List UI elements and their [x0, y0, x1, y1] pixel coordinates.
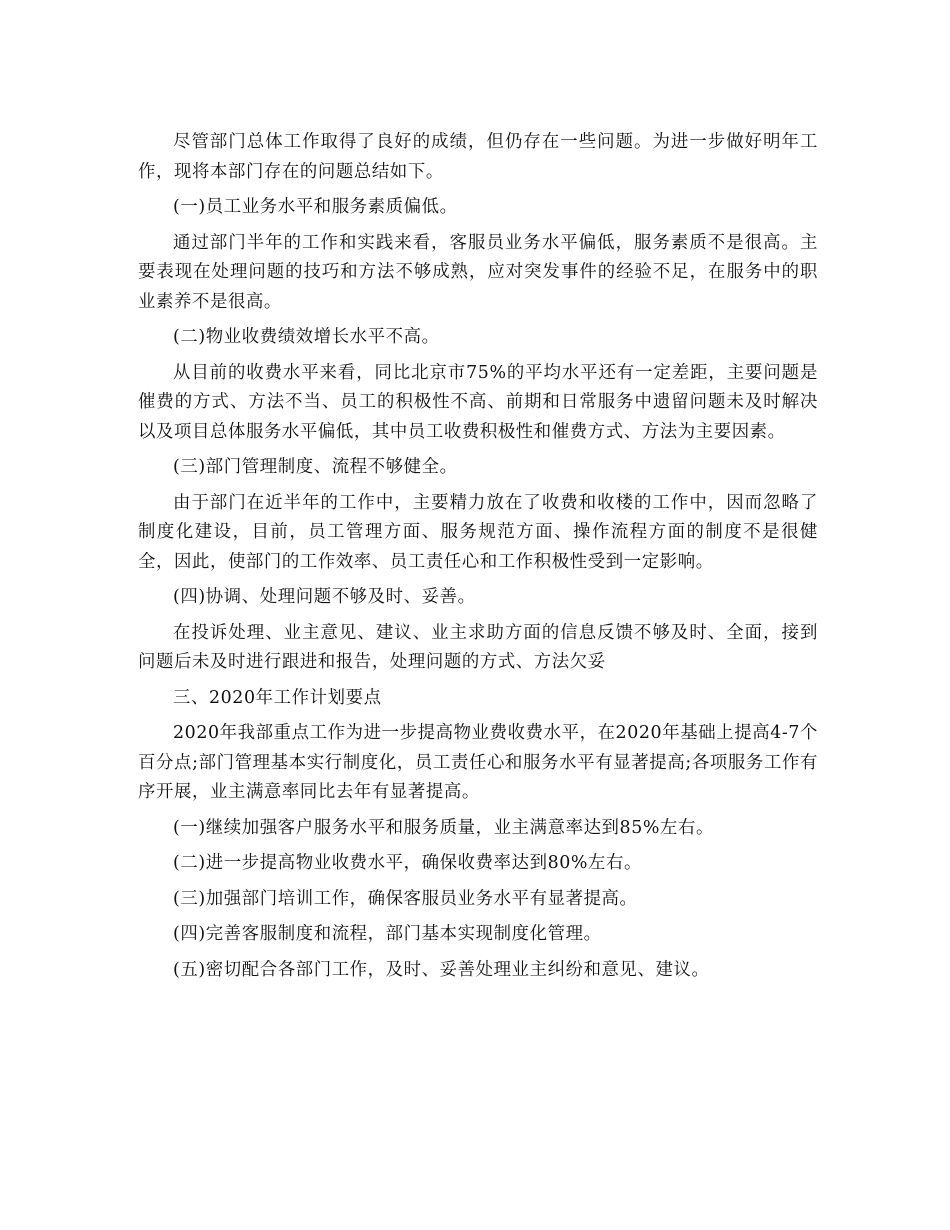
issue-paragraph-2: 从目前的收费水平来看，同比北京市75%的平均水平还有一定差距，主要问题是催费的方式、方法不当、员工的积极性不高、前期和日常服务中遗留问题未及时解决以及项目总体服务水平偏低，其中员工收费积极性和催费方式、方法为主要因素。: [138, 362, 818, 442]
issue-heading-4: (四)协调、处理问题不够及时、妥善。: [173, 587, 476, 607]
issue-paragraph-1: 通过部门半年的工作和实践来看，客服员业务水平偏低，服务素质不是很高。主要表现在处理问题的技巧和方法不够成熟，应对突发事件的经验不足，在服务中的职业素养不是很高。: [138, 232, 818, 312]
plan-paragraph: 2020年我部重点工作为进一步提高物业费收费水平，在2020年基础上提高4-7个百分点;部门管理基本实行制度化，员工责任心和服务水平有显著提高;各项服务工作有序开展，业主满意率同比去年有显著提高。: [138, 723, 818, 802]
plan-item-5: (五)密切配合各部门工作，及时、妥善处理业主纠纷和意见、建议。: [173, 959, 710, 980]
plan-item-3: (三)加强部门培训工作，确保客服员业务水平有显著提高。: [173, 888, 638, 909]
intro-paragraph: 尽管部门总体工作取得了良好的成绩，但仍存在一些问题。为进一步做好明年工作，现将本部门存在的问题总结如下。: [138, 132, 818, 182]
plan-item-4: (四)完善客服制度和流程，部门基本实现制度化管理。: [173, 924, 602, 944]
issue-heading-1: (一)员工业务水平和服务素质偏低。: [173, 197, 458, 217]
issue-paragraph-4: 在投诉处理、业主意见、建议、业主求助方面的信息反馈不够及时、全面，接到问题后未及时进行跟进和报告，处理问题的方式、方法欠妥: [138, 622, 818, 672]
plan-section-heading: 三、2020年工作计划要点: [173, 687, 382, 708]
document-body: [138, 128, 818, 991]
plan-item-1: (一)继续加强客户服务水平和服务质量，业主满意率达到85%左右。: [173, 817, 714, 838]
issue-paragraph-3: 由于部门在近半年的工作中，主要精力放在了收费和收楼的工作中，因而忽略了制度化建设，目前，员工管理方面、服务规范方面、操作流程方面的制度不是很健全，因此，使部门的工作效率、员工责任心和工作积极性受到一定影响。: [138, 492, 818, 572]
issue-heading-3: (三)部门管理制度、流程不够健全。: [173, 457, 458, 477]
issue-heading-2: (二)物业收费绩效增长水平不高。: [173, 327, 440, 347]
plan-item-2: (二)进一步提高物业收费水平，确保收费率达到80%左右。: [173, 853, 643, 873]
